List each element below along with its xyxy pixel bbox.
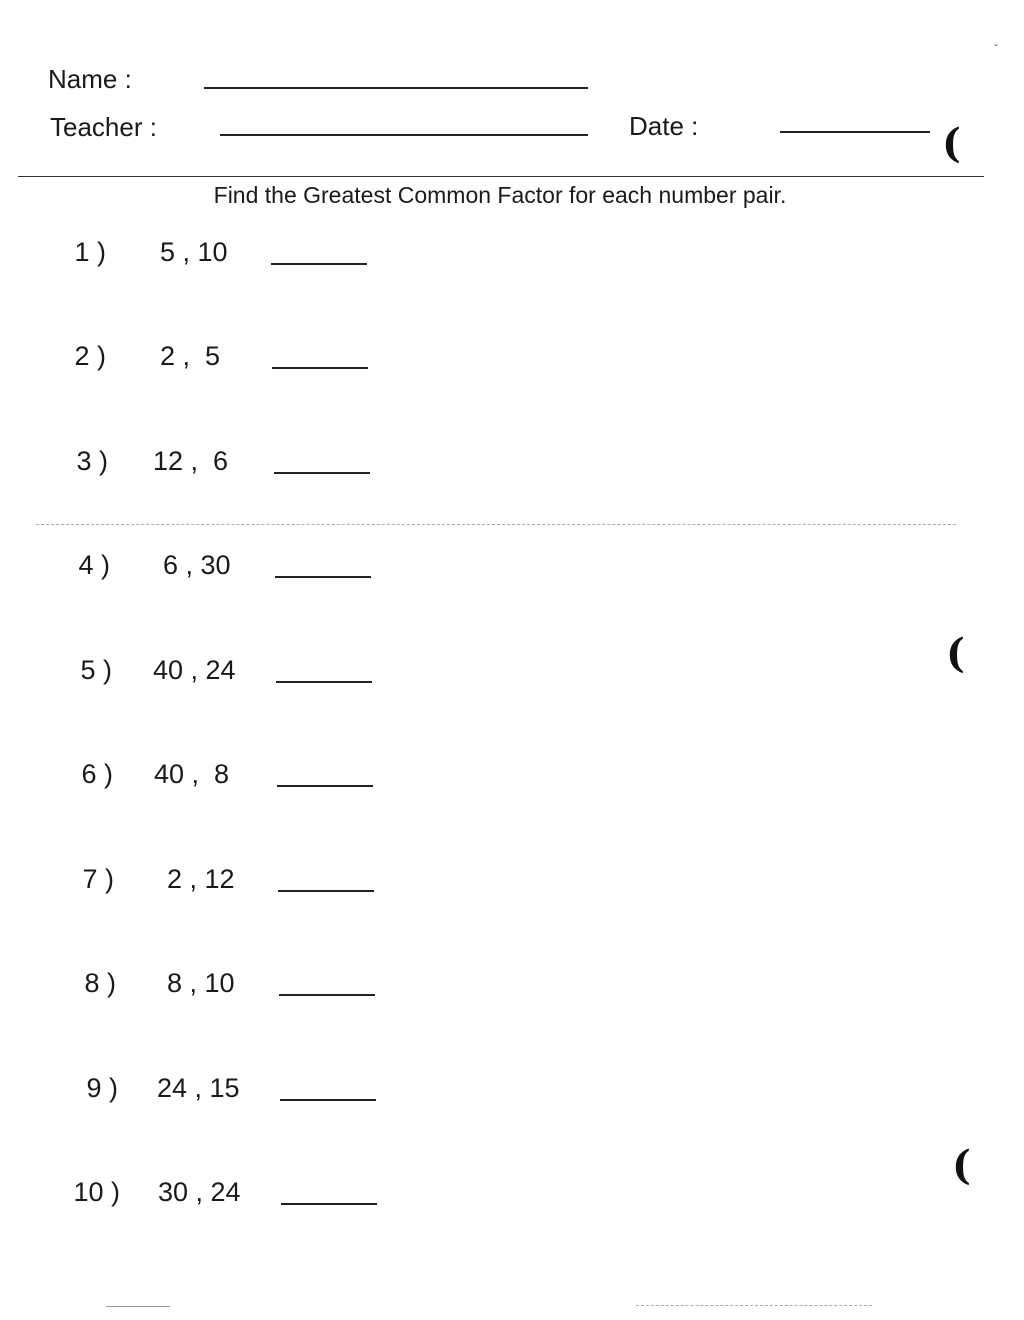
problem-6 bbox=[63, 758, 463, 798]
problem-7 bbox=[64, 863, 464, 903]
answer-line bbox=[274, 472, 370, 474]
date-line bbox=[780, 131, 930, 133]
answer-line bbox=[279, 994, 375, 996]
scan-speck: ˇ bbox=[994, 42, 998, 56]
problem-1 bbox=[56, 236, 456, 276]
problem-number: 9 ) bbox=[86, 1073, 118, 1103]
answer-line bbox=[276, 681, 372, 683]
date-label: Date : bbox=[629, 111, 699, 141]
scan-smudge-left bbox=[106, 1306, 170, 1307]
teacher-line bbox=[220, 134, 588, 136]
problem-number: 5 ) bbox=[80, 655, 112, 685]
answer-line bbox=[277, 785, 373, 787]
problem-5 bbox=[62, 654, 462, 694]
problem-9 bbox=[68, 1072, 468, 1112]
number-pair: 8 , 10 bbox=[167, 968, 235, 998]
answer-line bbox=[281, 1203, 377, 1205]
answer-line bbox=[278, 890, 374, 892]
answer-line bbox=[272, 367, 368, 369]
number-pair: 5 , 10 bbox=[160, 237, 228, 267]
number-pair: 12 , 6 bbox=[153, 446, 229, 476]
answer-line bbox=[280, 1099, 376, 1101]
problem-number: 4 ) bbox=[78, 550, 110, 580]
number-pair: 24 , 15 bbox=[157, 1073, 240, 1103]
binder-hole-mark-middle: ( bbox=[946, 630, 965, 677]
answer-line bbox=[275, 576, 371, 578]
problem-number: 8 ) bbox=[84, 968, 116, 998]
problem-3 bbox=[58, 445, 458, 485]
problem-number: 7 ) bbox=[82, 864, 114, 894]
problem-number: 2 ) bbox=[74, 341, 106, 371]
number-pair: 2 , 5 bbox=[160, 341, 221, 371]
problem-10 bbox=[70, 1176, 470, 1216]
number-pair: 2 , 12 bbox=[167, 864, 235, 894]
name-label: Name : bbox=[48, 64, 132, 94]
scan-smudge-right bbox=[636, 1305, 872, 1306]
number-pair: 30 , 24 bbox=[158, 1177, 241, 1207]
problem-number: 3 ) bbox=[76, 446, 108, 476]
problem-8 bbox=[66, 967, 466, 1007]
number-pair: 40 , 24 bbox=[153, 655, 236, 685]
binder-hole-mark-bottom: ( bbox=[952, 1142, 971, 1189]
instructions-text: Find the Greatest Common Factor for each number pair. bbox=[213, 182, 787, 208]
number-pair: 40 , 8 bbox=[154, 759, 230, 789]
problem-2 bbox=[56, 340, 456, 380]
binder-hole-mark-top: ( bbox=[942, 120, 961, 167]
problem-number: 1 ) bbox=[74, 237, 106, 267]
teacher-label: Teacher : bbox=[50, 112, 157, 142]
name-line bbox=[204, 87, 588, 89]
answer-line bbox=[271, 263, 367, 265]
scan-fold-line bbox=[36, 524, 956, 525]
problem-number: 10 ) bbox=[73, 1177, 120, 1207]
number-pair: 6 , 30 bbox=[163, 550, 231, 580]
problem-number: 6 ) bbox=[81, 759, 113, 789]
problem-4 bbox=[60, 549, 460, 589]
header-divider bbox=[18, 176, 984, 177]
